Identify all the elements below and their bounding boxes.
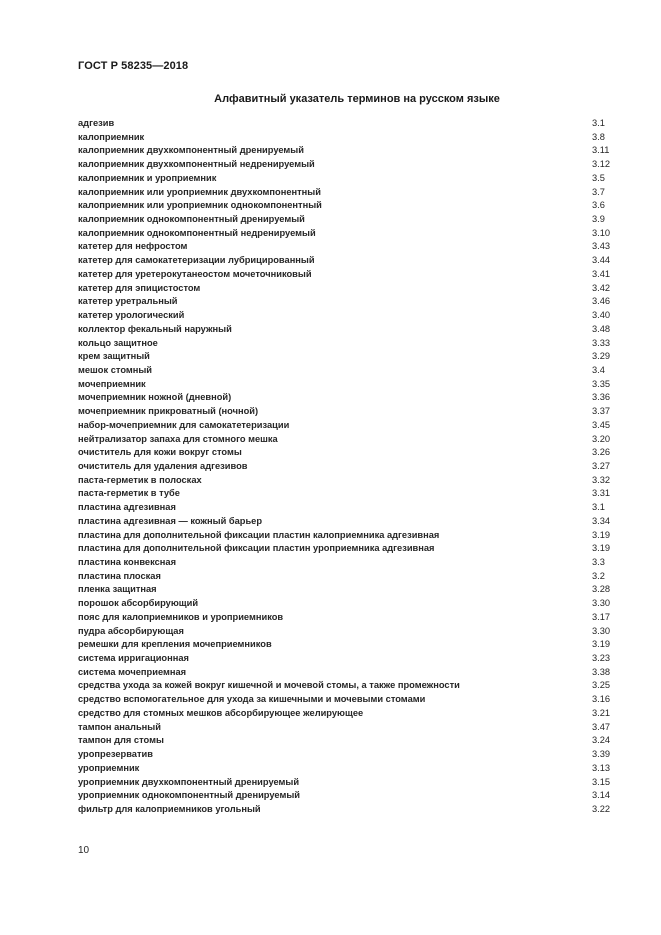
index-entry bbox=[78, 652, 614, 666]
index-reference: 3.36 bbox=[592, 392, 611, 403]
index-term: мочеприемник ножной (дневной) bbox=[78, 392, 232, 403]
index-entry bbox=[78, 337, 614, 351]
index-reference: 3.24 bbox=[592, 735, 611, 746]
index-reference: 3.21 bbox=[592, 707, 611, 718]
index-term: паста-герметик в тубе bbox=[78, 488, 180, 499]
index-term: катетер урологический bbox=[78, 310, 185, 321]
index-term: средство для стомных мешков абсорбирующее желирующее bbox=[78, 707, 364, 718]
index-term: катетер для уретерокутанеостом мочеточниковый bbox=[78, 268, 312, 279]
index-term: пластина конвексная bbox=[78, 557, 176, 567]
index-term: порошок абсорбирующий bbox=[78, 598, 199, 609]
index-term: пластина адгезивная bbox=[78, 502, 176, 513]
index-entry bbox=[78, 803, 614, 817]
index-reference: 3.29 bbox=[592, 351, 611, 362]
index-reference: 3.14 bbox=[592, 790, 611, 801]
index-term: калоприемник однокомпонентный недренируемый bbox=[78, 227, 316, 238]
index-term: тампон для стомы bbox=[78, 735, 164, 746]
index-term: адгезив bbox=[78, 118, 115, 128]
index-term: система мочеприемная bbox=[78, 666, 187, 677]
index-reference: 3.46 bbox=[592, 296, 611, 307]
index-entry bbox=[78, 117, 614, 131]
index-term: система ирригационная bbox=[78, 653, 189, 664]
index-entry bbox=[78, 542, 614, 556]
index-term: катетер уретральный bbox=[78, 296, 178, 307]
index-reference: 3.27 bbox=[592, 460, 611, 471]
index-term: средство вспомогательное для ухода за кишечными и мочевыми стомами bbox=[78, 694, 426, 705]
index-entry bbox=[78, 433, 614, 447]
index-entry bbox=[78, 144, 614, 158]
index-entry bbox=[78, 460, 614, 474]
index-term: уроприемник однокомпонентный дренируемый bbox=[78, 790, 300, 801]
index-entry bbox=[78, 501, 614, 515]
index-term: калоприемник однокомпонентный дренируемый bbox=[78, 214, 305, 225]
index-term: уропрезерватив bbox=[78, 749, 153, 760]
index-term: нейтрализатор запаха для стомного мешка bbox=[78, 433, 278, 444]
index-title: Алфавитный указатель терминов на русском языке bbox=[214, 93, 500, 105]
index-reference: 3.26 bbox=[592, 447, 611, 458]
index-term: крем защитный bbox=[78, 351, 150, 362]
index-term: пленка защитная bbox=[78, 584, 157, 595]
index-reference: 3.40 bbox=[592, 310, 611, 321]
index-entry bbox=[78, 227, 614, 241]
index-term: калоприемник или уроприемник двухкомпонентный bbox=[78, 186, 321, 197]
index-entry bbox=[78, 748, 614, 762]
index-entry bbox=[78, 172, 614, 186]
index-reference: 3.43 bbox=[592, 241, 611, 252]
index-reference: 3.44 bbox=[592, 255, 611, 266]
index-term: катетер для эпицистостом bbox=[78, 282, 201, 293]
index-reference: 3.11 bbox=[592, 145, 610, 156]
index-reference: 3.5 bbox=[592, 172, 605, 183]
index-entry bbox=[78, 350, 614, 364]
index-entry bbox=[78, 721, 614, 735]
index-entry bbox=[78, 158, 614, 172]
document-header: ГОСТ Р 58235—2018 bbox=[78, 60, 189, 72]
index-term: калоприемник двухкомпонентный дренируемый bbox=[78, 145, 304, 156]
index-reference: 3.10 bbox=[592, 227, 611, 238]
index-reference: 3.13 bbox=[592, 762, 611, 773]
index-term: калоприемник и уроприемник bbox=[78, 172, 217, 183]
index-reference: 3.30 bbox=[592, 598, 611, 609]
index-entry bbox=[78, 529, 614, 543]
index-reference: 3.1 bbox=[592, 502, 605, 513]
index-reference: 3.12 bbox=[592, 159, 611, 170]
index-reference: 3.7 bbox=[592, 186, 605, 197]
index-entry bbox=[78, 419, 614, 433]
index-term: кольцо защитное bbox=[78, 337, 158, 348]
index-reference: 3.23 bbox=[592, 653, 611, 664]
index-term: мочеприемник прикроватный (ночной) bbox=[78, 406, 259, 417]
index-reference: 3.19 bbox=[592, 529, 611, 540]
index-entry bbox=[78, 323, 614, 337]
index-term: фильтр для калоприемников угольный bbox=[78, 803, 261, 814]
index-term: очиститель для кожи вокруг стомы bbox=[78, 447, 242, 458]
index-term: уроприемник bbox=[78, 762, 140, 773]
index-term: катетер для самокатетеризации лубрицированный bbox=[78, 255, 315, 266]
index-entry bbox=[78, 131, 614, 145]
index-entry bbox=[78, 364, 614, 378]
index-reference: 3.42 bbox=[592, 282, 611, 293]
index-entry bbox=[78, 295, 614, 309]
index-entry bbox=[78, 638, 614, 652]
index-term: паста-герметик в полосках bbox=[78, 474, 202, 485]
index-term: очиститель для удаления адгезивов bbox=[78, 460, 248, 471]
index-reference: 3.17 bbox=[592, 611, 611, 622]
index-entry bbox=[78, 309, 614, 323]
index-reference: 3.20 bbox=[592, 433, 611, 444]
index-reference: 3.28 bbox=[592, 584, 611, 595]
index-term: калоприемник или уроприемник однокомпонентный bbox=[78, 200, 322, 211]
index-entry bbox=[78, 693, 614, 707]
index-entry bbox=[78, 186, 614, 200]
index-term: уроприемник двухкомпонентный дренируемый bbox=[78, 776, 300, 787]
index-term: коллектор фекальный наружный bbox=[78, 323, 232, 334]
index-reference: 3.47 bbox=[592, 721, 611, 732]
index-reference: 3.32 bbox=[592, 474, 611, 485]
page-number: 10 bbox=[78, 845, 90, 856]
index-entry bbox=[78, 282, 614, 296]
index-entry bbox=[78, 446, 614, 460]
index-reference: 3.34 bbox=[592, 515, 611, 526]
index-entry bbox=[78, 474, 614, 488]
index-term: ремешки для крепления мочеприемников bbox=[78, 639, 272, 650]
index-term: калоприемник двухкомпонентный недренируемый bbox=[78, 159, 315, 170]
index-entry bbox=[78, 391, 614, 405]
index-entry bbox=[78, 597, 614, 611]
index-term: набор-мочеприемник для самокатетеризации bbox=[78, 419, 290, 430]
index-reference: 3.22 bbox=[592, 803, 611, 814]
index-entry bbox=[78, 611, 614, 625]
index-entry bbox=[78, 666, 614, 680]
index-entry bbox=[78, 734, 614, 748]
index-reference: 3.9 bbox=[592, 214, 605, 225]
index-entry bbox=[78, 625, 614, 639]
index-reference: 3.15 bbox=[592, 776, 611, 787]
index-reference: 3.2 bbox=[592, 570, 605, 581]
index-reference: 3.25 bbox=[592, 680, 611, 691]
index-term: калоприемник bbox=[78, 131, 145, 142]
index-entry bbox=[78, 707, 614, 721]
index-entry bbox=[78, 583, 614, 597]
index-term: мочеприемник bbox=[78, 378, 146, 389]
index-entry bbox=[78, 570, 614, 584]
index-entry bbox=[78, 268, 614, 282]
index-reference: 3.48 bbox=[592, 323, 611, 334]
index-reference: 3.30 bbox=[592, 625, 611, 636]
index-term: средства ухода за кожей вокруг кишечной и мочевой стомы, а также промежности bbox=[78, 680, 460, 691]
index-term: пластина адгезивная — кожный барьер bbox=[78, 515, 263, 526]
index-term: пластина плоская bbox=[78, 570, 161, 581]
index-reference: 3.8 bbox=[592, 131, 605, 142]
index-term: пластина для дополнительной фиксации пластин уроприемника адгезивная bbox=[78, 543, 435, 554]
index-reference: 3.19 bbox=[592, 639, 611, 650]
index-entry bbox=[78, 254, 614, 268]
index-entry bbox=[78, 515, 614, 529]
index-reference: 3.4 bbox=[592, 364, 605, 375]
index-reference: 3.45 bbox=[592, 419, 611, 430]
index-reference: 3.6 bbox=[592, 200, 605, 211]
index-entry bbox=[78, 679, 614, 693]
index-entry bbox=[78, 487, 614, 501]
index-entry bbox=[78, 556, 614, 570]
index-term: катетер для нефростом bbox=[78, 241, 188, 252]
index-term: пояс для калоприемников и уроприемников bbox=[78, 611, 284, 622]
term-index bbox=[78, 117, 614, 817]
index-reference: 3.3 bbox=[592, 557, 605, 567]
index-term: мешок стомный bbox=[78, 364, 153, 375]
index-entry bbox=[78, 240, 614, 254]
index-entry bbox=[78, 213, 614, 227]
index-term: тампон анальный bbox=[78, 721, 161, 732]
index-term: пудра абсорбирующая bbox=[78, 625, 184, 636]
index-reference: 3.33 bbox=[592, 337, 611, 348]
index-entry bbox=[78, 199, 614, 213]
index-entry bbox=[78, 762, 614, 776]
index-entry bbox=[78, 405, 614, 419]
index-reference: 3.19 bbox=[592, 543, 611, 554]
index-reference: 3.37 bbox=[592, 406, 611, 417]
index-term: пластина для дополнительной фиксации пластин калоприемника адгезивная bbox=[78, 529, 440, 540]
index-reference: 3.31 bbox=[592, 488, 611, 499]
index-reference: 3.1 bbox=[592, 118, 605, 128]
index-reference: 3.35 bbox=[592, 378, 611, 389]
index-entry bbox=[78, 378, 614, 392]
index-reference: 3.39 bbox=[592, 749, 611, 760]
index-entry bbox=[78, 789, 614, 803]
index-reference: 3.38 bbox=[592, 666, 611, 677]
index-reference: 3.16 bbox=[592, 694, 611, 705]
index-reference: 3.41 bbox=[592, 268, 611, 279]
index-entry bbox=[78, 776, 614, 790]
